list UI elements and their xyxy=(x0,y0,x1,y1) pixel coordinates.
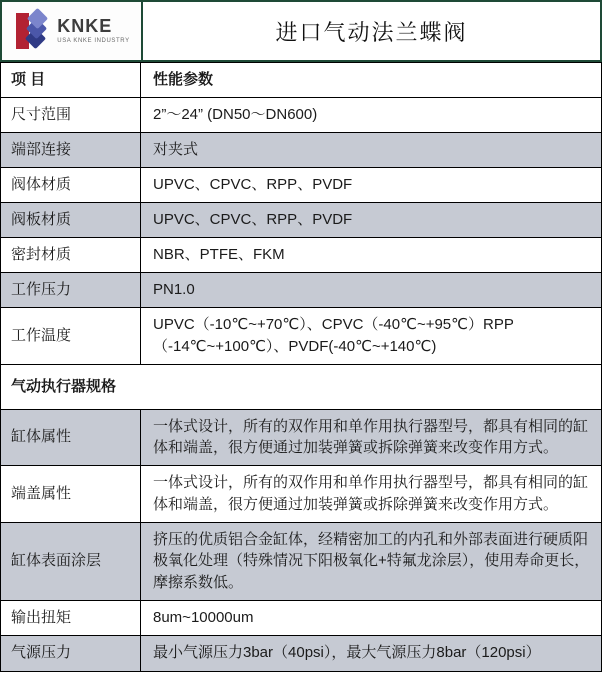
table-row xyxy=(1,203,601,238)
table-row xyxy=(1,238,601,273)
row-label: 项 目 xyxy=(1,63,141,97)
row-value: 性能参数 xyxy=(153,71,214,89)
row-value: UPVC、CPVC、RPP、PVDF xyxy=(153,176,353,194)
logo-text-block xyxy=(57,17,129,44)
row-value: UPVC、CPVC、RPP、PVDF xyxy=(153,211,353,229)
row-label: 缸体属性 xyxy=(1,410,141,466)
table-row xyxy=(1,466,601,523)
logo-cell xyxy=(2,2,141,60)
row-label: 尺寸范围 xyxy=(1,98,141,132)
spec-table xyxy=(0,62,602,672)
table-row xyxy=(1,636,601,671)
table-row xyxy=(1,63,601,98)
row-label: 端部连接 xyxy=(1,133,141,167)
table-row xyxy=(1,273,601,308)
row-label: 气源压力 xyxy=(1,636,141,671)
row-value: 一体式设计，所有的双作用和单作用执行器型号，都具有相同的缸体和端盖，很方便通过加装弹簧或拆除弹簧来改变作用方式。 xyxy=(153,474,589,513)
knke-logo xyxy=(13,8,129,54)
row-label: 阀板材质 xyxy=(1,203,141,237)
table-row xyxy=(1,308,601,365)
row-label: 输出扭矩 xyxy=(1,601,141,635)
row-value: 对夹式 xyxy=(153,141,199,159)
title-cell xyxy=(141,2,600,60)
table-row xyxy=(1,523,601,601)
table-row xyxy=(1,601,601,636)
section-label: 气动执行器规格 xyxy=(11,377,117,395)
header-band xyxy=(0,0,602,62)
brand-tagline: USA KNKE INDUSTRY xyxy=(57,38,130,45)
row-label: 工作压力 xyxy=(1,273,141,307)
row-value: 一体式设计，所有的双作用和单作用执行器型号，都具有相同的缸体和端盖，很方便通过加装弹簧或拆除弹簧来改变作用方式。 xyxy=(153,417,589,457)
table-row xyxy=(1,133,601,168)
row-value: 最小气源压力3bar（40psi），最大气源压力8bar（120psi） xyxy=(153,644,541,662)
table-row xyxy=(1,168,601,203)
row-value: 8um~10000um xyxy=(153,608,254,626)
page-title: 进口气动法兰蝶阀 xyxy=(275,19,468,45)
table-row xyxy=(1,98,601,133)
row-label: 缸体表面涂层 xyxy=(1,523,141,600)
brand-name: KNKE xyxy=(57,16,113,37)
row-label: 阀体材质 xyxy=(1,168,141,202)
row-label: 端盖属性 xyxy=(1,466,141,522)
table-row xyxy=(1,410,601,467)
knke-logo-icon xyxy=(13,8,53,54)
section-row xyxy=(1,365,601,410)
row-value: 2”〜24” (DN50〜DN600) xyxy=(153,106,318,124)
row-value: 挤压的优质铝合金缸体，经精密加工的内孔和外部表面进行硬质阳极氧化处理（特殊情况下阳极氧化+特氟龙涂层），使用寿命更长，摩擦系数低。 xyxy=(153,530,590,591)
row-value: PN1.0 xyxy=(153,281,195,299)
row-label: 密封材质 xyxy=(1,238,141,272)
row-value: UPVC（-10℃~+70℃）、CPVC（-40℃~+95℃）RPP（-14℃~+100℃）、PVDF(-40℃~+140℃) xyxy=(153,316,514,355)
row-label: 工作温度 xyxy=(1,308,141,364)
row-value: NBR、PTFE、FKM xyxy=(153,246,285,264)
